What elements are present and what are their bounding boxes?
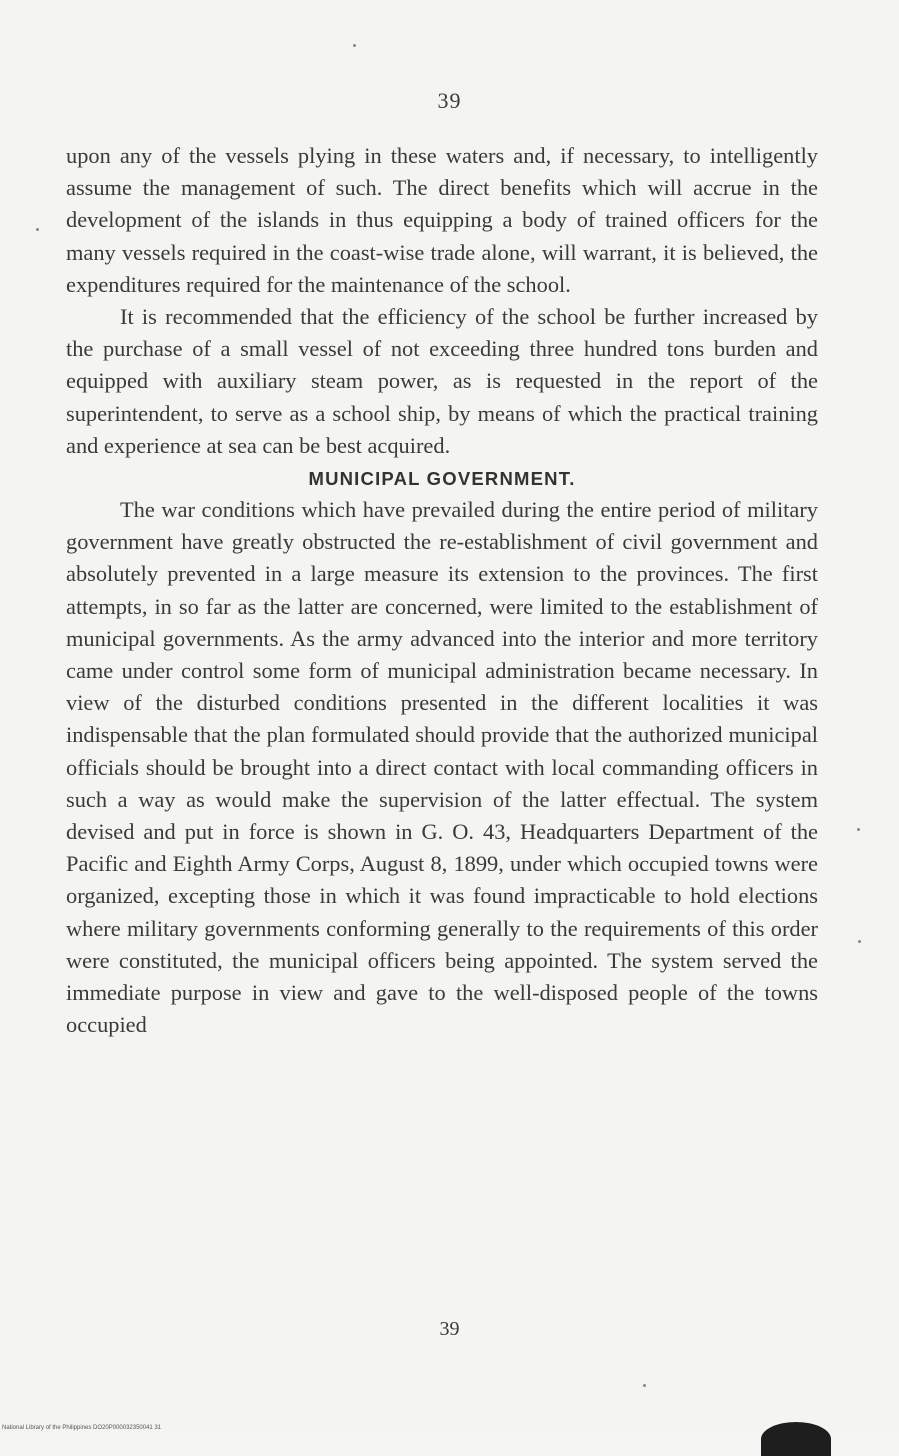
paragraph-continued: upon any of the vessels plying in these waters and, if necessary, to intelligently assume the management of such. The direct benefits which will accrue in the development of the islands in thus equipping a body of trained officers for the many vessels required in the coast-wise trade alone, will warrant, it is believed, the expenditures required for the maintenance of the school. [66,143,818,297]
paragraph-school-ship: It is recommended that the efficiency of the school be further increased by the purchase of a small vessel of not exceeding three hundred tons burden and equipped with auxiliary steam power, as is requested in the report of the superintendent, to serve as a school ship, by means of which the practical training and experience at sea can be best acquired. [66,304,818,458]
section-heading: MUNICIPAL GOVERNMENT. [308,468,576,490]
page-number-top: 39 [437,88,462,113]
paragraph-municipal-government: The war conditions which have prevailed during the entire period of military government have greatly obstructed the re-establishment of civil government and absolutely prevented in a large measure its extension to the provinces. The first attempts, in so far as the latter are concerned, were limited to the establishment of municipal governments. As the army advanced into the interior and more territory came under control some form of municipal administration became necessary. In view of the disturbed conditions presented in the different localities it was indispensable that the plan formulated should provide that the authorized municipal officials should be brought into a direct contact with local commanding officers in such a way as would make the supervision of the latter effectual. The system devised and put in force is shown in G. O. 43, Headquarters Department of the Pacific and Eighth Army Corps, August 8, 1899, under which occupied towns were organized, excepting those in which it was found impracticable to hold elections where military governments conforming generally to the requirements of this order were constituted, the municipal officers being appointed. The system served the immediate purpose in view and gave to the well-disposed people of the towns occupied [66,497,818,1038]
scan-corner-shadow [761,1422,831,1456]
speck-mark [353,44,356,47]
speck-mark [643,1384,646,1387]
body-text [66,140,818,1041]
footer-credit: National Library of the Philippines DO20P000032350041 31 [2,1425,162,1431]
speck-mark [36,228,39,231]
speck-mark [857,828,860,831]
page-number-bottom: 39 [439,1318,460,1340]
speck-mark [858,940,861,943]
